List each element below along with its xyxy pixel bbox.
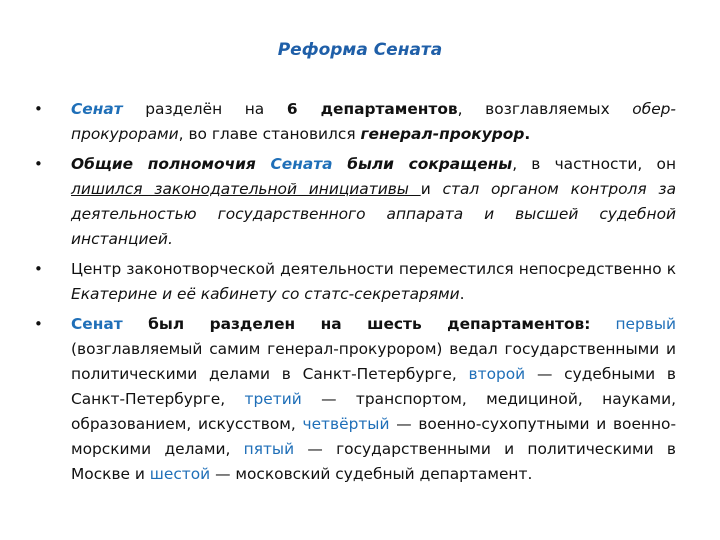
department-second: второй [468,365,526,383]
list-item [34,312,676,487]
text: (возглавляемый самим генерал-прокурором) ведал государственными и политическими делами в Санкт-Петербурге, [71,340,676,383]
text: , в частности, он [512,155,677,173]
text: . [524,125,531,143]
text: , возглавляемых [457,100,633,118]
term-senata: Сената [270,155,333,173]
emphasis-ekaterina: Екатерине и её кабинету со статс-секретарями [71,285,460,303]
text: , во главе становился [178,125,361,143]
bullet-icon: • [34,315,43,333]
text: — судебными в Санкт-Петербурге, [71,365,676,408]
list-item [34,152,676,252]
emphasis-six-departments: был разделен на шесть департаментов: [122,315,591,333]
term-senat: Сенат [71,315,123,333]
text: разделён на [122,100,287,118]
text: . [459,285,465,303]
text: Центр законотворческой деятельности переместился непосредственно к [71,260,676,278]
emphasis-lost-initiative: лишился законодательной инициативы [71,180,421,198]
list-item [34,97,676,147]
slide-title: Реформа Сената [277,40,443,60]
department-sixth: шестой [149,465,211,483]
emphasis-control-organ: стал органом контроля за деятельностью государственного аппарата и высшей судебной инстанцией [71,180,676,248]
text: — государственными и политическими в Москве и [71,440,676,483]
bullet-list [34,97,676,492]
department-third: третий [244,390,302,408]
emphasis-powers: Общие полномочия [71,155,271,173]
term-general-procurator: генерал-прокурор [360,125,525,143]
text: . [167,230,173,248]
emphasis-reduced: были сокращены [332,155,513,173]
department-first: первый [615,315,676,333]
bullet-icon: • [34,155,43,173]
text: — транспортом, медициной, науками, образованием, искусством, [71,390,676,433]
bullet-icon: • [34,100,43,118]
department-fourth: четвёртый [302,415,390,433]
term-ober-procurators: обер-прокурорами [71,100,676,143]
term-senat: Сенат [71,100,123,118]
bullet-icon: • [34,260,43,278]
text: — военно-сухопутными и военно-морскими делами, [71,415,677,458]
emphasis-departments: 6 департаментов [286,100,458,118]
text: — московский судебный департамент. [210,465,533,483]
department-fifth: пятый [243,440,295,458]
text: и [420,180,443,198]
list-item [34,257,676,307]
